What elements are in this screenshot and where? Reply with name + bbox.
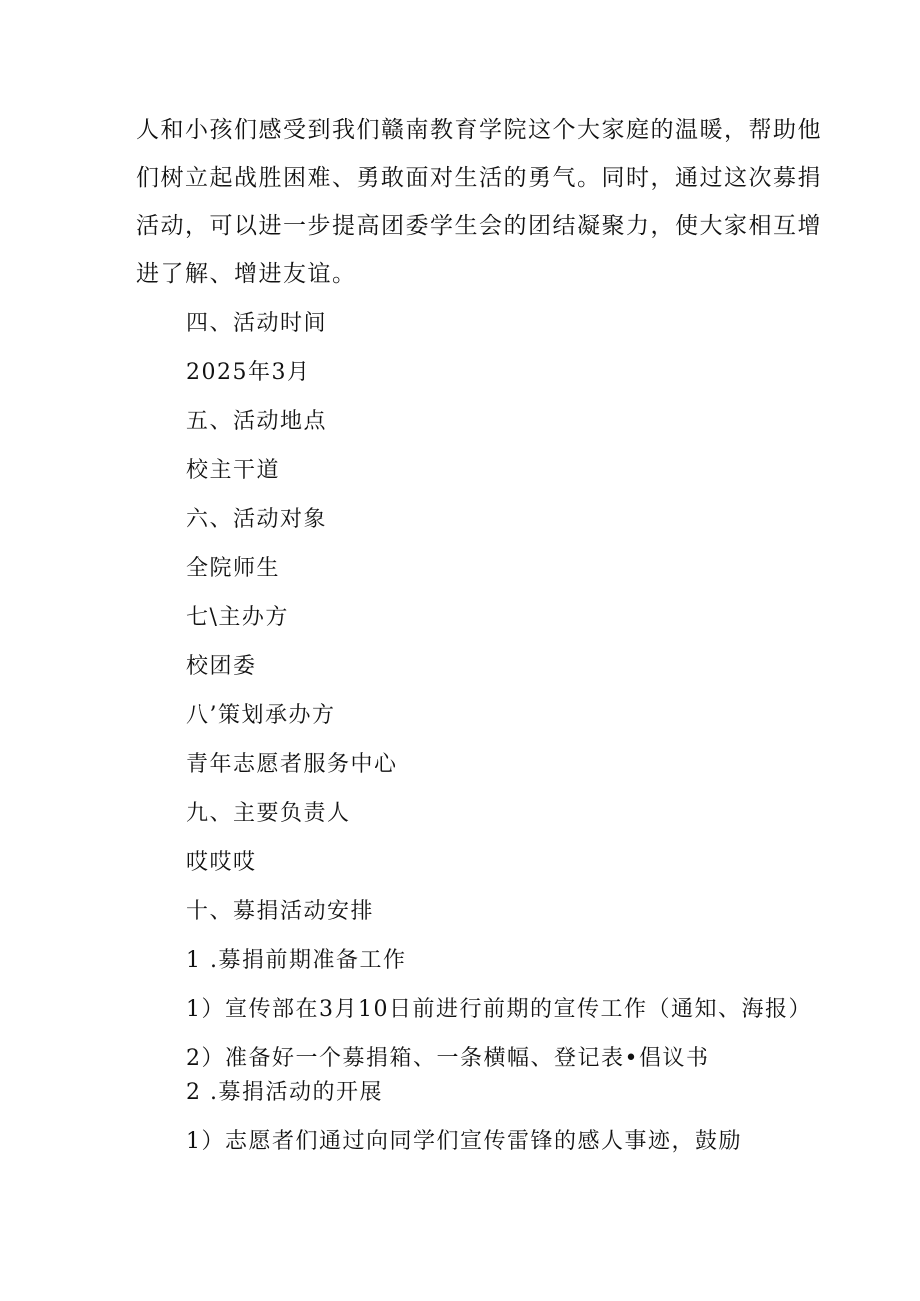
intro-line: 们树立起战胜困难、勇敢面对生活的勇气。同时，通过这次募捐 xyxy=(136,165,822,191)
section-heading-target: 六、活动对象 xyxy=(186,507,328,532)
section-value-target: 全院师生 xyxy=(186,556,281,581)
section-heading-schedule: 十、募捐活动安排 xyxy=(186,899,375,924)
section-value-place: 校主干道 xyxy=(186,458,281,483)
schedule-item-prep-2: 2）准备好一个募捐箱、一条横幅、登记表•倡议书 xyxy=(186,1046,710,1071)
schedule-item-launch-1: 1）志愿者们通过向同学们宣传雷锋的感人事迹，鼓励 xyxy=(186,1129,742,1154)
section-heading-organizer: 八’策划承办方 xyxy=(186,703,336,728)
schedule-item-prep-1: 1）宣传部在3月10日前进行前期的宣传工作（通知、海报） xyxy=(186,997,812,1022)
schedule-heading-prep: 1 .募捐前期准备工作 xyxy=(186,948,407,973)
intro-line: 进了解、增进友谊。 xyxy=(136,261,357,287)
section-heading-leader: 九、主要负责人 xyxy=(186,801,351,826)
section-value-time: 2025年3月 xyxy=(186,360,311,385)
intro-line: 人和小孩们感受到我们赣南教育学院这个大家庭的温暖，帮助他 xyxy=(136,117,822,143)
section-heading-place: 五、活动地点 xyxy=(186,409,328,434)
section-value-organizer: 青年志愿者服务中心 xyxy=(186,752,398,777)
intro-paragraph xyxy=(136,106,822,298)
schedule-heading-launch: 2 .募捐活动的开展 xyxy=(186,1080,383,1105)
section-heading-time: 四、活动时间 xyxy=(186,311,328,336)
section-heading-host: 七\主办方 xyxy=(186,605,289,630)
section-value-host: 校团委 xyxy=(186,654,257,679)
section-value-leader: 哎哎哎 xyxy=(186,850,257,875)
intro-line: 活动，可以进一步提高团委学生会的团结凝聚力，使大家相互增 xyxy=(136,213,822,239)
